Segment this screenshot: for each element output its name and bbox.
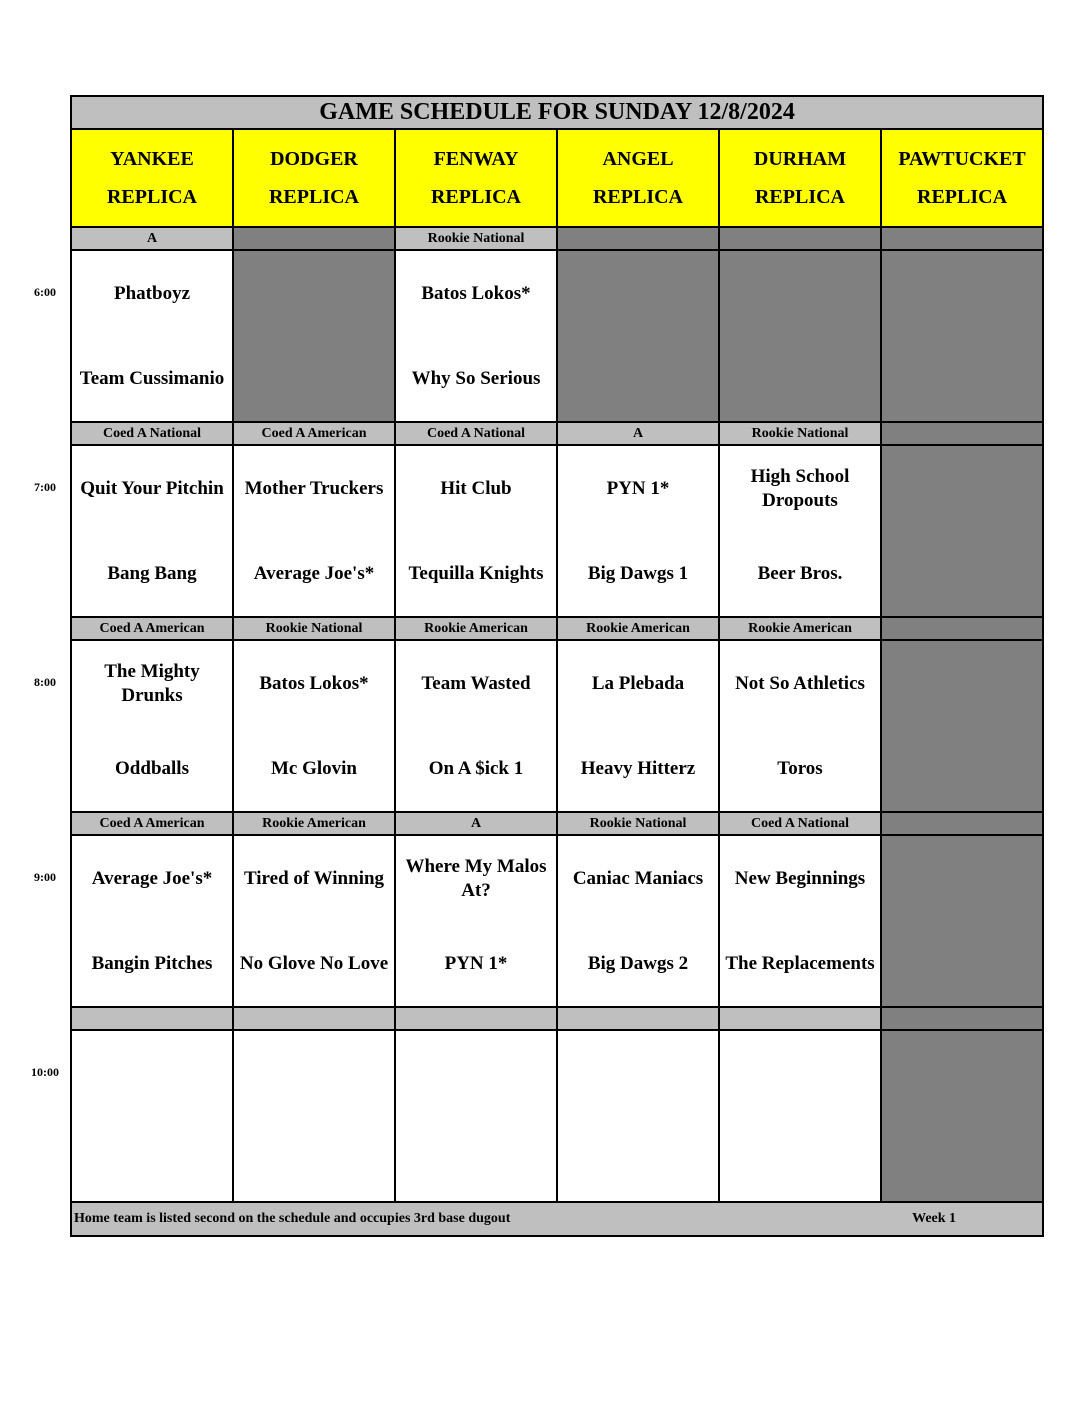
home-team: Bang Bang [107,562,197,584]
home-team: On A $ick 1 [428,757,524,779]
unused-field-cell [881,250,1043,422]
away-team: Quit Your Pitchin [80,477,224,499]
division-label [719,1007,881,1030]
home-team: Toros [777,757,823,779]
away-team: Phatboyz [114,282,190,304]
home-team [720,1116,880,1201]
division-row [71,227,1043,250]
field-name: FENWAY [433,148,519,170]
division-row [71,812,1043,835]
away-team: Batos Lokos* [259,672,369,694]
division-label: A [395,812,557,835]
away-team: Team Wasted [421,672,531,694]
time-label: 8:00 [34,675,56,689]
division-row [71,422,1043,445]
time-label: 9:00 [34,870,56,884]
division-label [395,1007,557,1030]
home-team [396,1116,556,1201]
away-team [234,1031,394,1116]
division-label [881,617,1043,640]
field-type: REPLICA [106,186,197,208]
home-team: Why So Serious [411,367,541,389]
away-team: Not So Athletics [735,672,865,694]
field-type: REPLICA [268,186,359,208]
division-label [233,1007,395,1030]
home-team: Heavy Hitterz [580,757,696,779]
unused-field-cell [881,445,1043,617]
home-team: PYN 1* [444,952,508,974]
division-row [71,1007,1043,1030]
home-team: Big Dawgs 2 [587,952,689,974]
home-team-note: Home team is listed second on the schedule and occupies 3rd base dugout [74,1211,511,1226]
division-label: A [557,422,719,445]
game-cell [719,445,881,617]
home-team: Bangin Pitches [91,952,213,974]
away-team: Where My Malos At? [405,855,547,901]
field-header [881,129,1043,227]
field-name: YANKEE [110,148,194,170]
game-cell [557,445,719,617]
unused-field-cell [881,835,1043,1007]
game-cell [719,835,881,1007]
week-label: Week 1 [912,1211,957,1226]
game-cell [719,1030,881,1202]
game-cell [71,640,233,812]
schedule-footer [71,1202,1043,1236]
field-header [557,129,719,227]
game-cell [557,835,719,1007]
game-cell [71,1030,233,1202]
division-label: Rookie American [395,617,557,640]
field-header [719,129,881,227]
game-cell [233,445,395,617]
division-label [557,227,719,250]
away-team: Batos Lokos* [421,282,531,304]
game-row [71,835,1043,1007]
division-label: Coed A American [233,422,395,445]
home-team: Team Cussimanio [79,367,225,389]
schedule-title: GAME SCHEDULE FOR SUNDAY 12/8/2024 [71,96,1043,129]
division-label [881,812,1043,835]
division-label: Coed A American [71,812,233,835]
away-team: Average Joe's* [91,867,213,889]
game-row [71,445,1043,617]
field-header [395,129,557,227]
field-name: PAWTUCKET [898,148,1026,170]
field-header-row [71,129,1043,227]
away-team: High School Dropouts [750,465,850,511]
away-team [720,1031,880,1116]
field-type: REPLICA [430,186,521,208]
unused-field-cell [233,250,395,422]
home-team [72,1116,232,1201]
game-cell [71,250,233,422]
time-label: 10:00 [31,1065,59,1079]
game-cell [233,640,395,812]
away-team: Mother Truckers [244,477,384,499]
field-type: REPLICA [917,186,1008,208]
division-label: Coed A American [71,617,233,640]
away-team: New Beginnings [734,867,866,889]
home-team [234,1116,394,1201]
unused-field-cell [557,250,719,422]
division-label: Rookie American [719,617,881,640]
unused-field-cell [719,250,881,422]
division-label: Rookie American [557,617,719,640]
game-cell [557,1030,719,1202]
game-cell [71,445,233,617]
home-team: The Replacements [725,952,875,974]
home-team: Average Joe's* [253,562,375,584]
home-team: Beer Bros. [757,562,843,584]
division-label: Coed A National [395,422,557,445]
division-label [233,227,395,250]
game-cell [557,640,719,812]
game-row [71,1030,1043,1202]
time-label: 6:00 [34,285,56,299]
time-label: 7:00 [34,480,56,494]
away-team [396,1031,556,1116]
unused-field-cell [881,640,1043,812]
field-name: DURHAM [753,148,847,170]
game-cell [395,250,557,422]
division-label: Coed A National [719,812,881,835]
division-label: Rookie National [719,422,881,445]
game-cell [233,835,395,1007]
home-team: Big Dawgs 1 [587,562,689,584]
away-team: La Plebada [591,672,685,694]
away-team: Caniac Maniacs [572,867,704,889]
game-cell [395,1030,557,1202]
home-team: Tequilla Knights [408,562,544,584]
division-label: Coed A National [71,422,233,445]
field-type: REPLICA [592,186,683,208]
division-label: Rookie National [395,227,557,250]
game-cell [71,835,233,1007]
game-cell [395,640,557,812]
away-team [72,1031,232,1116]
home-team: Oddballs [115,757,189,779]
game-cell [395,835,557,1007]
division-label [881,1007,1043,1030]
field-header [71,129,233,227]
field-name: DODGER [270,148,358,170]
schedule-table [70,95,1044,1237]
field-type: REPLICA [754,186,845,208]
division-row [71,617,1043,640]
home-team [558,1116,718,1201]
game-row [71,250,1043,422]
home-team: Mc Glovin [270,757,358,779]
division-label [71,1007,233,1030]
division-label: Rookie American [233,812,395,835]
home-team: No Glove No Love [239,952,389,974]
game-cell [233,1030,395,1202]
division-label [719,227,881,250]
away-team: The Mighty Drunks [104,660,200,706]
division-label: Rookie National [233,617,395,640]
game-cell [395,445,557,617]
field-name: ANGEL [602,148,674,170]
division-label: A [71,227,233,250]
away-team: PYN 1* [606,477,670,499]
division-label [557,1007,719,1030]
away-team: Tired of Winning [243,867,385,889]
field-header [233,129,395,227]
division-label [881,227,1043,250]
game-cell [719,640,881,812]
away-team [558,1031,718,1116]
division-label [881,422,1043,445]
away-team: Hit Club [440,477,512,499]
division-label: Rookie National [557,812,719,835]
game-row [71,640,1043,812]
unused-field-cell [881,1030,1043,1202]
